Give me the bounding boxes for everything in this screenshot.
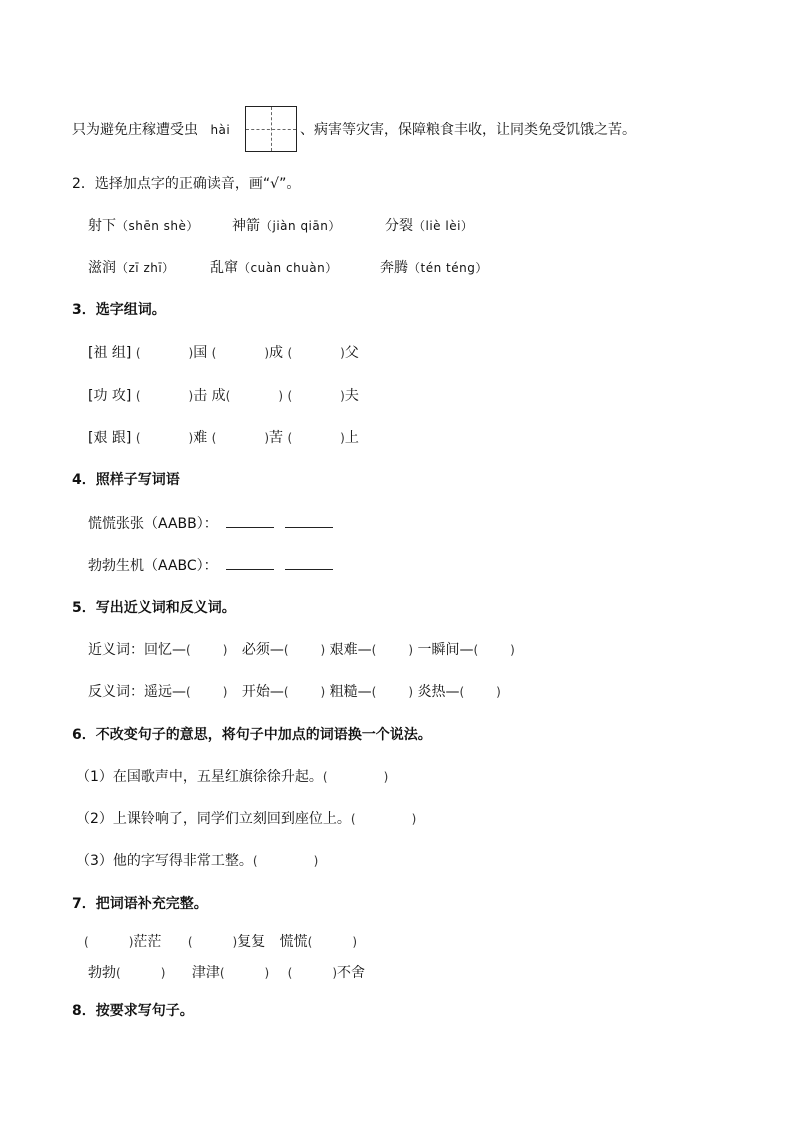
q3-word-part: 父 — [344, 345, 359, 361]
q5-word: 艰难— — [329, 642, 372, 658]
paren-close: ) — [340, 431, 345, 445]
q7-title: 7．把词语补充完整。 — [72, 896, 208, 912]
q2-item[interactable] — [385, 215, 473, 235]
paren-close: ) — [264, 966, 270, 980]
q5-word: 炎热— — [417, 684, 460, 700]
q2-options: （jiàn qiān） — [260, 219, 341, 233]
paren-open: ( — [283, 685, 289, 699]
q3-row — [88, 385, 359, 405]
q6-sentence: （2）上课铃响了，同学们立刻回到座位上。 — [76, 811, 351, 827]
paren-open: ( — [135, 389, 141, 403]
paren-open: ( — [287, 346, 293, 360]
answer-line[interactable] — [285, 557, 333, 570]
q7-row — [84, 931, 357, 951]
paren-open: ( — [307, 935, 313, 949]
paren-close: ) — [332, 966, 338, 980]
paren-close: ) — [340, 389, 345, 403]
paren-close: ) — [128, 935, 134, 949]
q6-item — [76, 808, 416, 828]
paren-close: ) — [313, 854, 319, 868]
paren-open: ( — [84, 935, 89, 949]
q1-answer-box[interactable] — [245, 106, 297, 152]
paren-open: ( — [211, 431, 217, 445]
q7-word: 不舍 — [337, 965, 366, 981]
q3-word-part: 击 — [193, 388, 208, 404]
paren-open: ( — [371, 643, 377, 657]
q2-word: 分裂 — [385, 218, 413, 234]
q7-word: 勃勃 — [88, 965, 116, 981]
q1-line — [72, 119, 230, 139]
q3-word-part: 国 — [193, 345, 208, 361]
paren-close: ) — [408, 685, 414, 699]
paren-open: ( — [211, 346, 217, 360]
q3-word-part: 夫 — [344, 388, 359, 404]
q4-row — [88, 513, 333, 533]
paren-open: ( — [283, 643, 289, 657]
paren-close: ) — [278, 389, 284, 403]
paren-open: ( — [225, 389, 231, 403]
paren-open: ( — [287, 966, 293, 980]
q6-title: 6．不改变句子的意思，将句子中加点的词语换一个说法。 — [72, 727, 432, 743]
paren-open: ( — [371, 685, 377, 699]
paren-open: ( — [186, 643, 191, 657]
paren-close: ) — [232, 935, 238, 949]
q2-options: （tén téng） — [408, 261, 488, 275]
q5-word: 开始— — [241, 684, 284, 700]
paren-close: ) — [352, 935, 358, 949]
paren-close: ) — [264, 346, 270, 360]
q6-item — [76, 766, 388, 786]
q1-text-pre: 只为避免庄稼遭受虫 — [72, 122, 198, 138]
q2-options: （liè lèi） — [413, 219, 474, 233]
q6-sentence: （1）在国歌声中，五星红旗徐徐升起。 — [76, 769, 323, 785]
paren-open: ( — [187, 935, 193, 949]
paren-open: ( — [322, 770, 328, 784]
paren-open: ( — [219, 966, 225, 980]
q5-synonym-row — [88, 639, 515, 659]
q3-title: 3．选字组词。 — [72, 302, 166, 318]
q2-options: （shēn shè） — [116, 219, 199, 233]
q5-word: 回忆— — [144, 642, 186, 658]
paren-open: ( — [350, 812, 356, 826]
answer-line[interactable] — [226, 515, 274, 528]
q2-word: 奔腾 — [380, 260, 408, 276]
q2-item[interactable] — [380, 257, 488, 277]
q4-title: 4．照样子写词语 — [72, 472, 180, 488]
q2-word: 射下 — [88, 218, 116, 234]
paren-open: ( — [116, 966, 121, 980]
q3-row — [88, 427, 359, 447]
q5-word: 一瞬间— — [417, 642, 474, 658]
q3-word-part: 上 — [344, 430, 359, 446]
q3-char-pair: [功 攻] — [88, 388, 132, 404]
q2-item[interactable] — [210, 257, 338, 277]
q6-sentence: （3）他的字写得非常工整。 — [76, 853, 253, 869]
q3-word-part: 苦 — [269, 430, 284, 446]
q5-antonym-row — [88, 681, 501, 701]
q2-options: （cuàn chuàn） — [238, 261, 338, 275]
q3-word-part: 难 — [193, 430, 208, 446]
paren-close: ) — [496, 685, 501, 699]
paren-open: ( — [252, 854, 258, 868]
q2-item[interactable] — [232, 215, 341, 235]
q2-word: 乱窜 — [210, 260, 238, 276]
q3-char-pair: [祖 组] — [88, 345, 132, 361]
q2-title: 2．选择加点字的正确读音，画“√”。 — [72, 176, 301, 192]
paren-close: ) — [222, 643, 228, 657]
q4-label: 慌慌张张（AABB）： — [88, 516, 218, 532]
q4-label: 勃勃生机（AABC）： — [88, 558, 218, 574]
paren-open: ( — [459, 685, 465, 699]
paren-close: ) — [188, 431, 194, 445]
q5-ant-label: 反义词： — [88, 684, 144, 700]
paren-close: ) — [160, 966, 166, 980]
q4-row — [88, 555, 333, 575]
q2-word: 滋润 — [88, 260, 116, 276]
q3-row — [88, 342, 359, 362]
paren-open: ( — [135, 346, 141, 360]
q8-title: 8．按要求写句子。 — [72, 1003, 194, 1019]
q7-word: 复复 — [237, 934, 266, 950]
paren-open: ( — [135, 431, 141, 445]
q5-word: 粗糙— — [329, 684, 372, 700]
q1-pinyin: hài — [210, 123, 231, 137]
q5-syn-label: 近义词： — [88, 642, 144, 658]
q2-word: 神箭 — [232, 218, 260, 234]
paren-close: ) — [320, 643, 326, 657]
q3-word-part: 成 — [211, 388, 226, 404]
paren-close: ) — [264, 431, 270, 445]
q7-word: 慌慌 — [279, 934, 308, 950]
q3-word-part: 成 — [269, 345, 284, 361]
paren-open: ( — [287, 431, 293, 445]
paren-open: ( — [473, 643, 479, 657]
q2-item[interactable] — [88, 257, 175, 277]
q7-word: 茫茫 — [133, 934, 162, 950]
paren-close: ) — [383, 770, 389, 784]
q2-options: （zī zhī） — [116, 261, 175, 275]
q1-text-post: 、病害等灾害，保障粮食丰收，让同类免受饥饿之苦。 — [300, 122, 636, 138]
answer-line[interactable] — [285, 515, 333, 528]
paren-close: ) — [320, 685, 326, 699]
answer-line[interactable] — [226, 557, 274, 570]
paren-close: ) — [222, 685, 228, 699]
paren-close: ) — [510, 643, 515, 657]
paren-close: ) — [340, 346, 345, 360]
paren-close: ) — [188, 389, 194, 403]
q6-item — [76, 850, 318, 870]
q2-item[interactable] — [88, 215, 199, 235]
q7-word: 津津 — [191, 965, 220, 981]
paren-close: ) — [411, 812, 417, 826]
q5-word: 遥远— — [144, 684, 186, 700]
q7-row — [88, 962, 365, 982]
q3-char-pair: [艰 跟] — [88, 430, 132, 446]
paren-open: ( — [287, 389, 293, 403]
q5-title: 5．写出近义词和反义词。 — [72, 600, 236, 616]
paren-close: ) — [408, 643, 414, 657]
q5-word: 必须— — [241, 642, 284, 658]
paren-open: ( — [186, 685, 191, 699]
paren-close: ) — [188, 346, 194, 360]
